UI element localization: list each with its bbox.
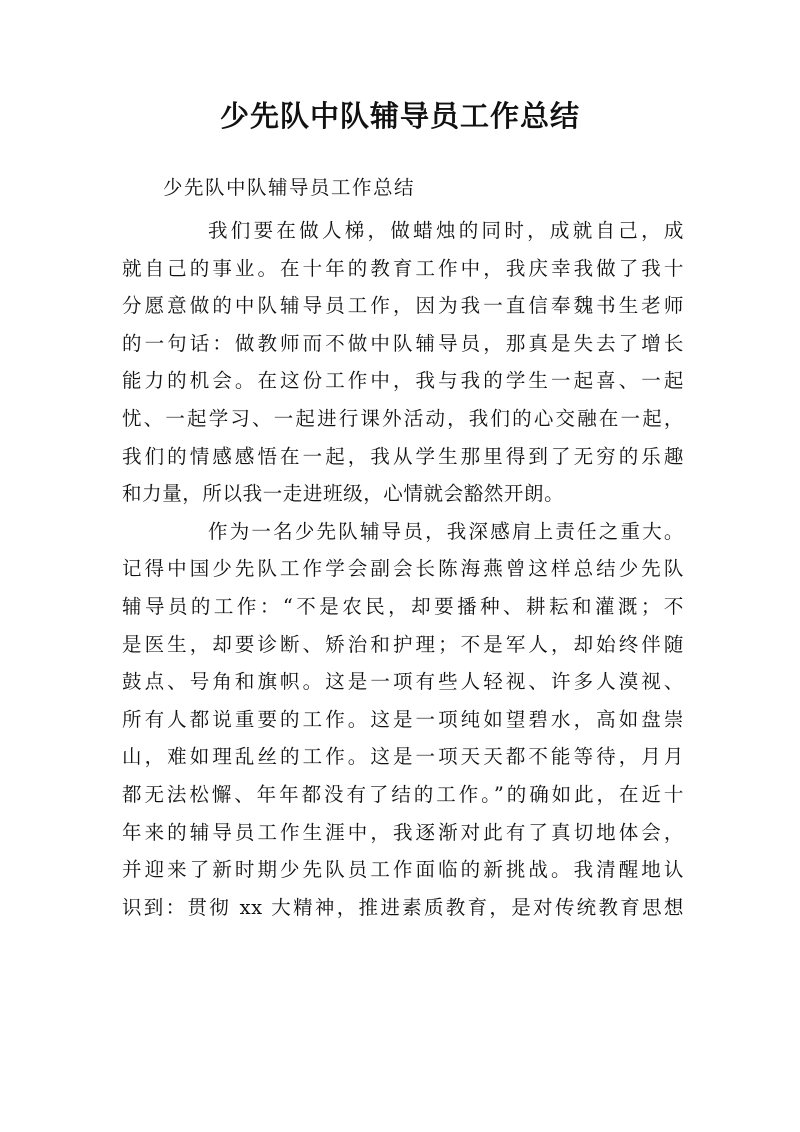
document-title: 少先队中队辅导员工作总结 (219, 99, 580, 133)
paragraph-line: 辅导员的工作：“不是农民，却要播种、耕耘和灌溉；不 (122, 594, 684, 618)
paragraph-line: 记得中国少先队工作学会副会长陈海燕曾这样总结少先队 (122, 557, 684, 581)
paragraph-line: 分愿意做的中队辅导员工作，因为我一直信奉魏书生老师 (122, 294, 684, 318)
paragraph-line: 识到：贯彻 xx 大精神，推进素质教育，是对传统教育思想 (122, 895, 684, 919)
paragraph-line: 的一句话：做教师而不做中队辅导员，那真是失去了增长 (122, 331, 684, 355)
paragraph-line: 我们要在做人梯，做蜡烛的同时，成就自己，成 (208, 219, 684, 242)
paragraph-line: 山，难如理乱丝的工作。这是一项天天都不能等待，月月 (122, 745, 684, 769)
paragraph-line: 和力量，所以我一走进班级，心情就会豁然开朗。 (122, 482, 565, 506)
paragraph-line: 所有人都说重要的工作。这是一项纯如望碧水，高如盘崇 (122, 707, 684, 731)
document-subtitle: 少先队中队辅导员工作总结 (163, 176, 416, 199)
paragraph-line: 能力的机会。在这份工作中，我与我的学生一起喜、一起 (122, 369, 684, 393)
paragraph-line: 忧、一起学习、一起进行课外活动，我们的心交融在一起， (122, 406, 684, 430)
paragraph-line: 我们的情感感悟在一起，我从学生那里得到了无穷的乐趣 (122, 444, 684, 468)
document-body (122, 212, 684, 926)
paragraph-line: 作为一名少先队辅导员，我深感肩上责任之重大。 (208, 519, 684, 543)
paragraph-line: 鼓点、号角和旗帜。这是一项有些人轻视、许多人漠视、 (122, 670, 684, 694)
paragraph-line: 就自己的事业。在十年的教育工作中，我庆幸我做了我十 (122, 256, 684, 280)
paragraph-line: 是医生，却要诊断、矫治和护理；不是军人，却始终伴随 (122, 632, 684, 656)
paragraph-line: 都无法松懈、年年都没有了结的工作。”的确如此，在近十 (122, 782, 684, 806)
paragraph-line: 并迎来了新时期少先队员工作面临的新挑战。我清醒地认 (122, 858, 684, 882)
paragraph-line: 年来的辅导员工作生涯中，我逐渐对此有了真切地体会， (122, 820, 684, 844)
